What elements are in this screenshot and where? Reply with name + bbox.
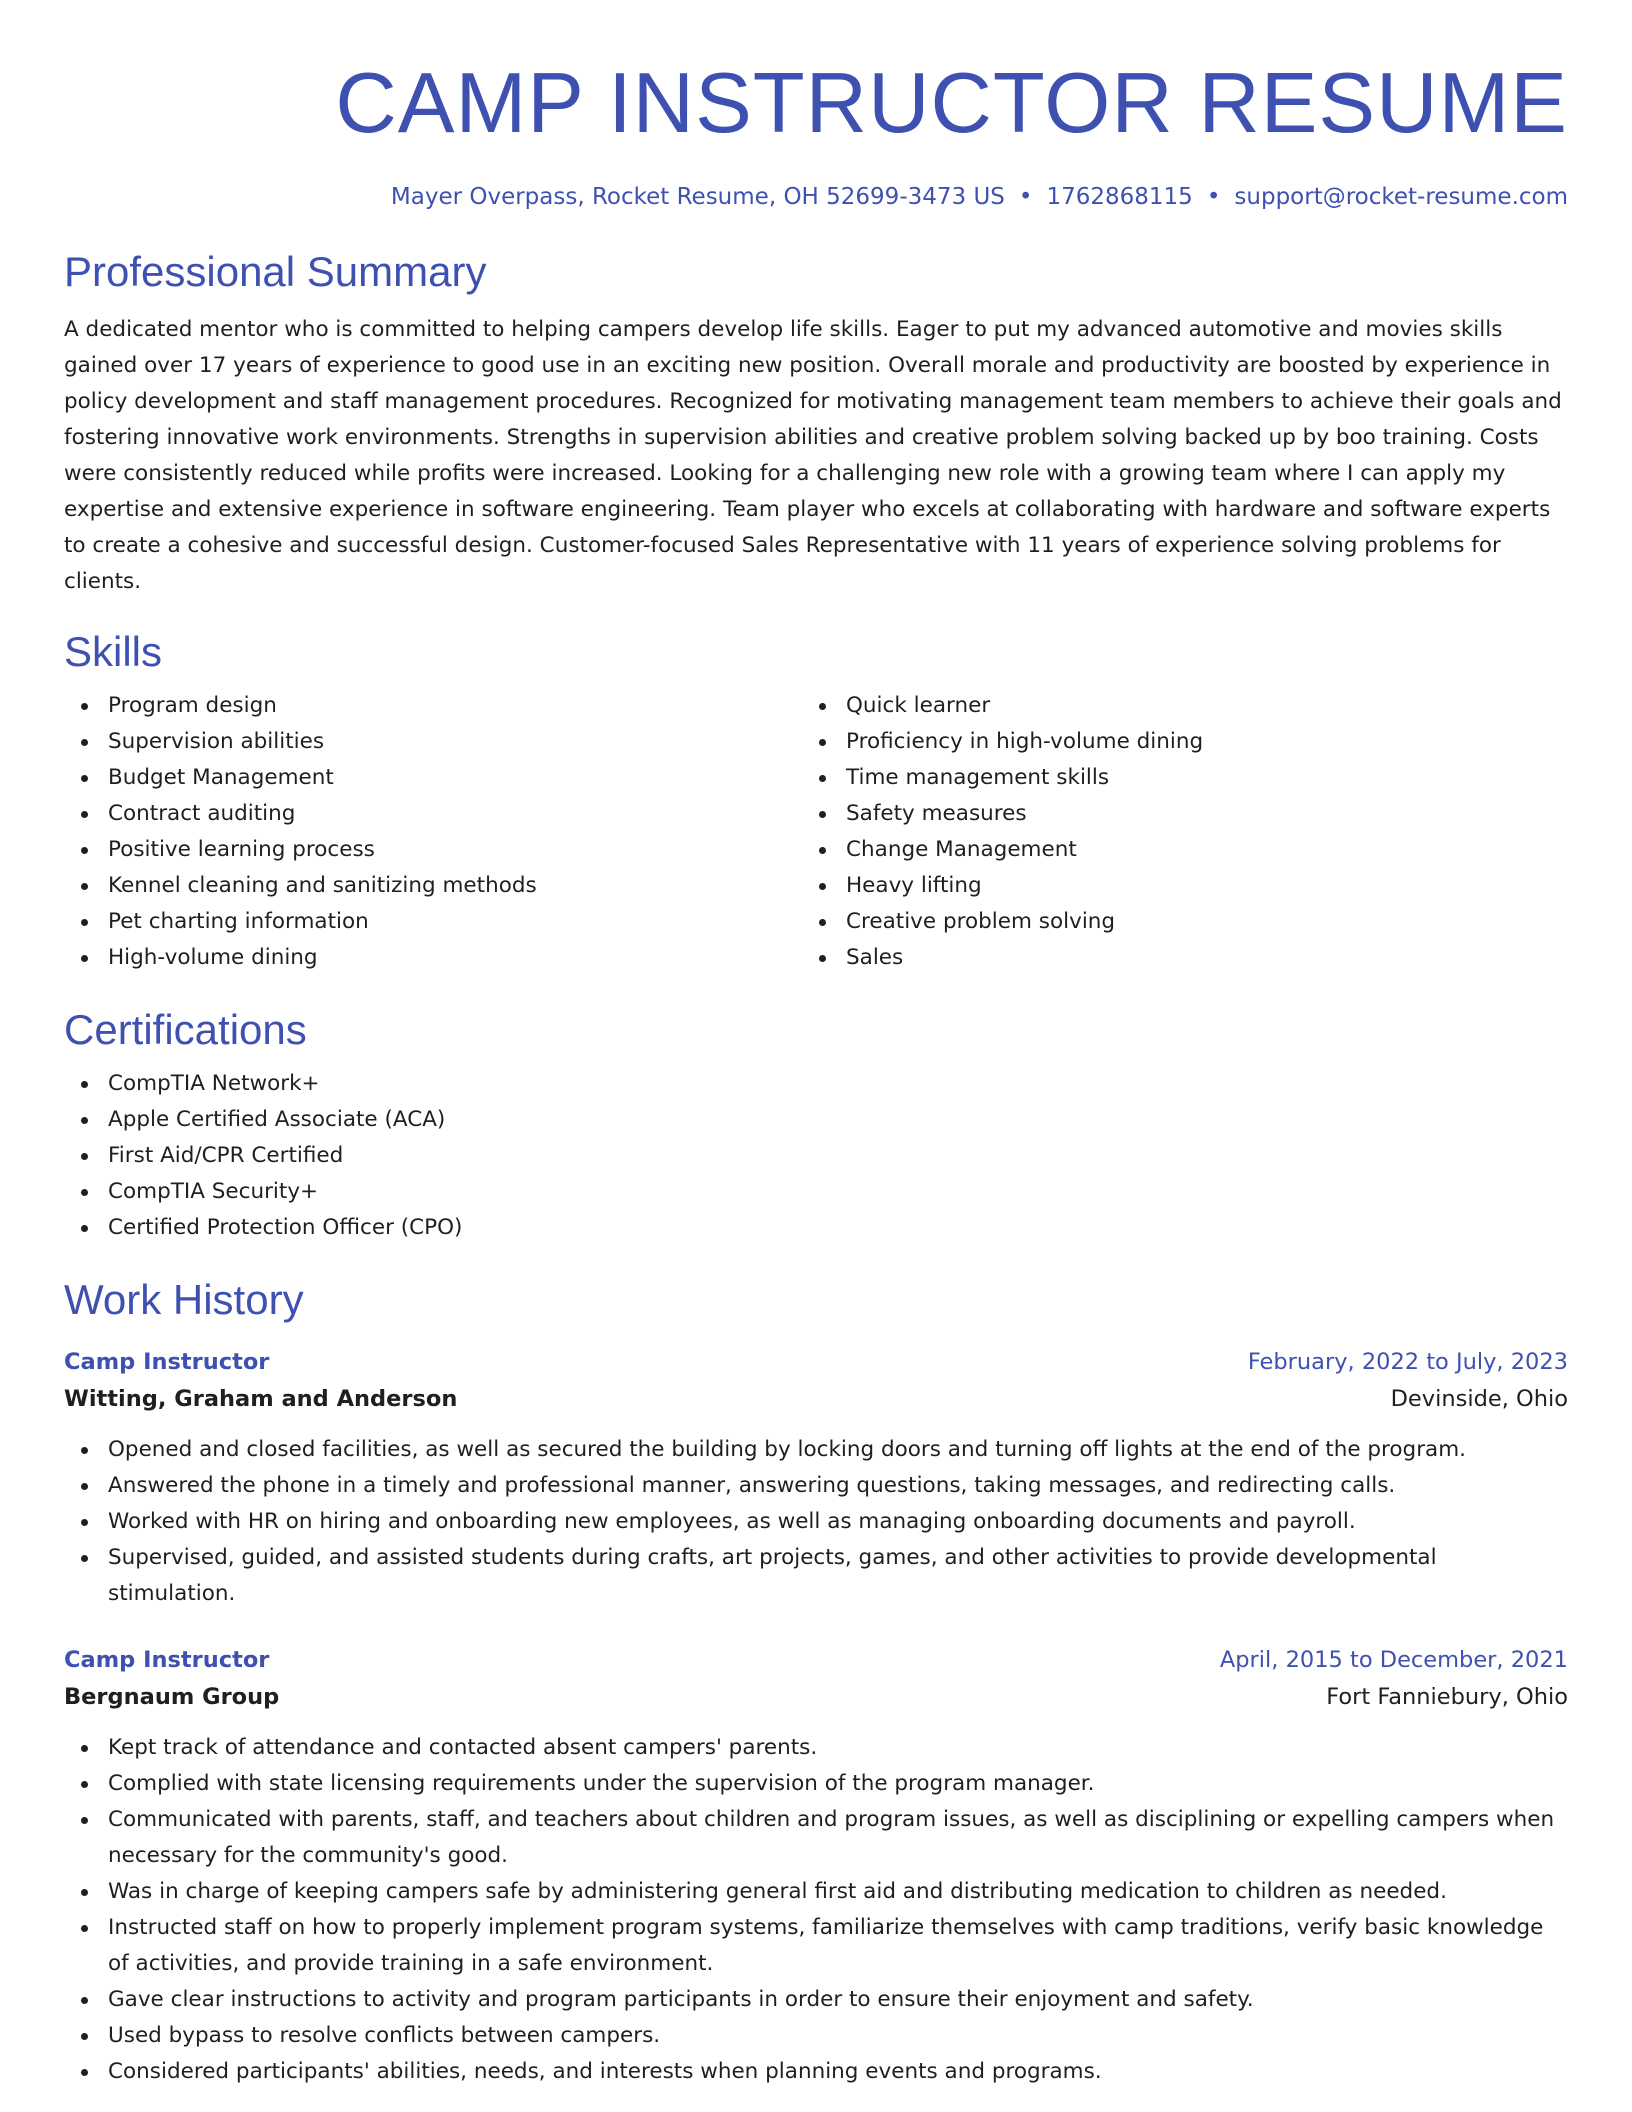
certification-item: Certified Protection Officer (CPO): [64, 1210, 1568, 1246]
certification-item: First Aid/CPR Certified: [64, 1138, 1568, 1174]
job-company-row: [64, 1380, 1568, 1418]
job-duty-item: Complied with state licensing requirements under the supervision of the program manager.: [64, 1766, 1568, 1802]
skill-item: Pet charting information: [64, 904, 802, 940]
job-duty-item: Gave clear instructions to activity and program participants in order to ensure their enjoyment and safety.: [64, 1982, 1568, 2018]
certifications-list: [64, 1066, 1568, 1246]
contact-line: [64, 182, 1568, 212]
job-location: Devinside, Ohio: [1390, 1386, 1568, 1412]
contact-email: support@rocket-resume.com: [1234, 184, 1568, 210]
job-entry: [64, 1642, 1568, 2090]
contact-phone: 1762868115: [1046, 184, 1193, 210]
skills-column-right: [802, 688, 1540, 976]
skill-item: Positive learning process: [64, 832, 802, 868]
job-duty-item: Worked with HR on hiring and onboarding new employees, as well as managing onboarding documents and payroll.: [64, 1504, 1568, 1540]
skills-column-left: [64, 688, 802, 976]
certifications-section: [64, 1004, 1568, 1246]
skills-section: [64, 626, 1568, 976]
job-duties-list: [64, 1730, 1568, 2090]
skills-list-right: [802, 688, 1540, 976]
skill-item: Heavy lifting: [802, 868, 1540, 904]
certification-item: CompTIA Security+: [64, 1174, 1568, 1210]
skill-item: Time management skills: [802, 760, 1540, 796]
contact-separator: •: [1206, 184, 1221, 210]
certification-item: CompTIA Network+: [64, 1066, 1568, 1102]
skills-list-left: [64, 688, 802, 976]
professional-summary-section: [64, 246, 1568, 600]
skill-item: Sales: [802, 940, 1540, 976]
skill-item: High-volume dining: [64, 940, 802, 976]
skill-item: Supervision abilities: [64, 724, 802, 760]
job-duty-item: Considered participants' abilities, needs, and interests when planning events and programs.: [64, 2054, 1568, 2090]
work-history-section: [64, 1274, 1568, 2090]
section-heading-certifications: Certifications: [64, 1006, 307, 1053]
skill-item: Budget Management: [64, 760, 802, 796]
job-duty-item: Answered the phone in a timely and professional manner, answering questions, taking messages, and redirecting calls.: [64, 1468, 1568, 1504]
certification-item: Apple Certified Associate (ACA): [64, 1102, 1568, 1138]
job-duty-item: Used bypass to resolve conflicts between campers.: [64, 2018, 1568, 2054]
job-title: Camp Instructor: [64, 1349, 270, 1375]
skills-grid: [64, 688, 1568, 976]
job-duty-item: Was in charge of keeping campers safe by administering general first aid and distributing medication to children as needed.: [64, 1874, 1568, 1910]
job-dates: April, 2015 to December, 2021: [1219, 1647, 1568, 1673]
job-company: Witting, Graham and Anderson: [64, 1386, 458, 1412]
job-title-row: [64, 1642, 1568, 1678]
job-company: Bergnaum Group: [64, 1684, 280, 1710]
skill-item: Safety measures: [802, 796, 1540, 832]
job-duties-list: [64, 1432, 1568, 1612]
skill-item: Quick learner: [802, 688, 1540, 724]
contact-address: Mayer Overpass, Rocket Resume, OH 52699-3473 US: [390, 184, 1005, 210]
job-title-row: [64, 1344, 1568, 1380]
skill-item: Program design: [64, 688, 802, 724]
job-duty-item: Opened and closed facilities, as well as secured the building by locking doors and turning off lights at the end of the program.: [64, 1432, 1568, 1468]
section-heading-summary: Professional Summary: [64, 248, 487, 295]
resume-header: [64, 48, 1568, 212]
job-duty-item: Supervised, guided, and assisted students during crafts, art projects, games, and other activities to provide developmental stimulation.: [64, 1540, 1568, 1612]
summary-text: A dedicated mentor who is committed to helping campers develop life skills. Eager to put my advanced automotive and movies skills gained over 17 years of experience to good use in an exciting new position. Overall morale and productivity are boosted by experience in policy development and staff management procedures. Recognized for motivating management team members to achieve their goals and fostering innovative work environments. Strengths in supervision abilities and creative problem solving backed up by boo training. Costs were consistently reduced while profits were increased. Looking for a challenging new role with a growing team where I can apply my expertise and extensive experience in software engineering. Team player who excels at collaborating with hardware and software experts to create a cohesive and successful design. Customer-focused Sales Representative with 11 years of experience solving problems for clients.: [64, 317, 1562, 594]
job-duty-item: Kept track of attendance and contacted absent campers' parents.: [64, 1730, 1568, 1766]
job-duty-item: Communicated with parents, staff, and teachers about children and program issues, as well as disciplining or expelling campers when necessary for the community's good.: [64, 1802, 1568, 1874]
job-location: Fort Fanniebury, Ohio: [1326, 1684, 1568, 1710]
skill-item: Contract auditing: [64, 796, 802, 832]
contact-separator: •: [1018, 184, 1033, 210]
skill-item: Proficiency in high-volume dining: [802, 724, 1540, 760]
resume-title: CAMP INSTRUCTOR RESUME: [335, 56, 1568, 151]
job-entry: [64, 1344, 1568, 1612]
skill-item: Kennel cleaning and sanitizing methods: [64, 868, 802, 904]
job-title: Camp Instructor: [64, 1647, 270, 1673]
skill-item: Change Management: [802, 832, 1540, 868]
section-heading-skills: Skills: [64, 628, 163, 675]
skill-item: Creative problem solving: [802, 904, 1540, 940]
section-heading-work-history: Work History: [64, 1276, 304, 1323]
job-company-row: [64, 1678, 1568, 1716]
job-duty-item: Instructed staff on how to properly implement program systems, familiarize themselves with camp traditions, verify basic knowledge of activities, and provide training in a safe environment.: [64, 1910, 1568, 1982]
job-dates: February, 2022 to July, 2023: [1247, 1349, 1568, 1375]
